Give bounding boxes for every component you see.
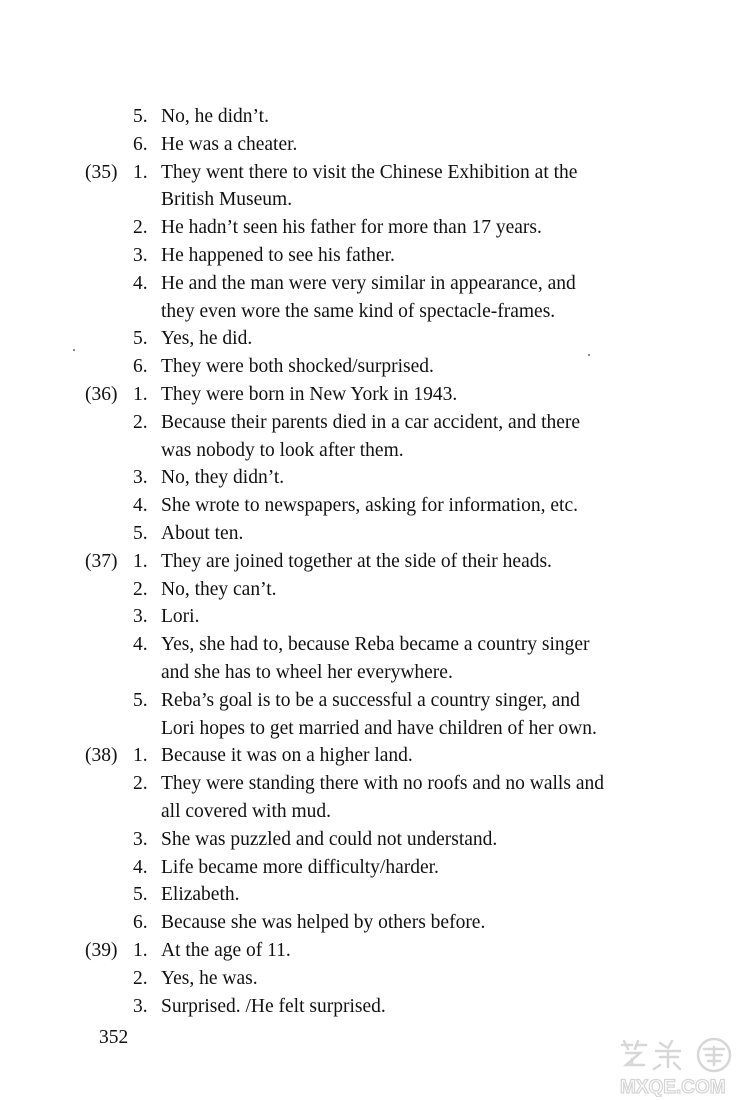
page-number: 352 (99, 1027, 129, 1048)
item-number: 2. (133, 578, 148, 600)
answer-list (0, 103, 750, 1020)
answer-text: He happened to see his father. (161, 244, 395, 266)
answer-line (0, 631, 750, 659)
answer-line (0, 742, 750, 770)
answer-text: Because she was helped by others before. (161, 912, 486, 934)
answer-text: He was a cheater. (161, 133, 298, 155)
answer-line (0, 298, 750, 326)
answer-text: they even wore the same kind of spectacle-frames. (161, 300, 556, 322)
answer-text: No, they can’t. (161, 578, 277, 600)
answer-line (0, 242, 750, 270)
question-number: (36) (85, 383, 118, 405)
question-number: (39) (85, 939, 118, 961)
answer-text: They were both shocked/surprised. (161, 356, 434, 378)
answer-line (0, 270, 750, 298)
answer-line (0, 325, 750, 353)
item-number: 5. (133, 328, 148, 350)
answer-group (0, 937, 750, 1020)
item-number: 5. (133, 884, 148, 906)
answer-line (0, 993, 750, 1021)
answer-text: all covered with mud. (161, 800, 332, 822)
item-number: 6. (133, 133, 148, 155)
answer-text: She wrote to newspapers, asking for information, etc. (161, 495, 578, 517)
answer-group (0, 381, 750, 548)
answer-group (0, 103, 750, 159)
answer-line (0, 131, 750, 159)
answer-text: They are joined together at the side of their heads. (161, 550, 552, 572)
question-number: (35) (85, 161, 118, 183)
scan-speck (588, 354, 590, 356)
answer-text: She was puzzled and could not understand. (161, 828, 498, 850)
item-number: 1. (133, 161, 148, 183)
answer-text: Because it was on a higher land. (161, 745, 413, 767)
answer-text: He and the man were very similar in appearance, and (161, 272, 576, 294)
answer-line (0, 770, 750, 798)
item-number: 2. (133, 773, 148, 795)
item-number: 2. (133, 967, 148, 989)
question-number: (38) (85, 745, 118, 767)
answer-text: and she has to wheel her everywhere. (161, 661, 453, 683)
answer-text: They were standing there with no roofs and no walls and (161, 773, 604, 795)
answer-line (0, 214, 750, 242)
item-number: 1. (133, 550, 148, 572)
item-number: 5. (133, 522, 148, 544)
answer-group (0, 548, 750, 743)
answer-line (0, 687, 750, 715)
answer-text: Life became more difficulty/harder. (161, 856, 439, 878)
answer-line (0, 464, 750, 492)
answer-line (0, 603, 750, 631)
answer-line (0, 492, 750, 520)
answer-text: Yes, he did. (161, 328, 253, 350)
item-number: 3. (133, 995, 148, 1017)
watermark-logo (616, 1037, 746, 1097)
answer-line (0, 409, 750, 437)
answer-line (0, 103, 750, 131)
answer-line (0, 659, 750, 687)
item-number: 4. (133, 856, 148, 878)
item-number: 1. (133, 939, 148, 961)
answer-line (0, 159, 750, 187)
answer-line (0, 909, 750, 937)
answer-text: Lori. (161, 606, 200, 628)
answer-line (0, 715, 750, 743)
item-number: 4. (133, 634, 148, 656)
answer-text: Because their parents died in a car accident, and there (161, 411, 581, 433)
answer-line (0, 437, 750, 465)
answer-text: No, he didn’t. (161, 106, 269, 127)
answer-text: Lori hopes to get married and have children of her own. (161, 717, 597, 739)
answer-line (0, 548, 750, 576)
answer-text: Yes, he was. (161, 967, 258, 989)
answer-line (0, 937, 750, 965)
item-number: 3. (133, 467, 148, 489)
item-number: 1. (133, 383, 148, 405)
answer-line (0, 854, 750, 882)
answer-line (0, 826, 750, 854)
answer-text: He hadn’t seen his father for more than 17 years. (161, 217, 542, 239)
answer-text: was nobody to look after them. (161, 439, 404, 461)
answer-text: Yes, she had to, because Reba became a country singer (161, 634, 590, 656)
answer-text: They were born in New York in 1943. (161, 383, 458, 405)
item-number: 6. (133, 356, 148, 378)
item-number: 4. (133, 495, 148, 517)
item-number: 4. (133, 272, 148, 294)
answer-line (0, 353, 750, 381)
item-number: 6. (133, 912, 148, 934)
answer-line (0, 576, 750, 604)
watermark-text: MXQE.COM (620, 1077, 726, 1097)
answer-line (0, 881, 750, 909)
answer-line (0, 520, 750, 548)
item-number: 1. (133, 745, 148, 767)
answer-text: About ten. (161, 522, 244, 544)
answer-line (0, 381, 750, 409)
answer-group (0, 159, 750, 381)
answer-text: Surprised. /He felt surprised. (161, 995, 386, 1017)
item-number: 3. (133, 828, 148, 850)
item-number: 5. (133, 106, 148, 127)
item-number: 2. (133, 217, 148, 239)
answer-text: Reba’s goal is to be a successful a country singer, and (161, 689, 580, 711)
item-number: 3. (133, 244, 148, 266)
answer-text: At the age of 11. (161, 939, 291, 961)
answer-line (0, 798, 750, 826)
answer-text: British Museum. (161, 189, 293, 211)
answer-text: Elizabeth. (161, 884, 240, 906)
answer-text: No, they didn’t. (161, 467, 285, 489)
answer-group (0, 742, 750, 937)
scan-speck (73, 349, 75, 351)
answer-text: They went there to visit the Chinese Exhibition at the (161, 161, 578, 183)
question-number: (37) (85, 550, 118, 572)
item-number: 2. (133, 411, 148, 433)
answer-line (0, 186, 750, 214)
item-number: 5. (133, 689, 148, 711)
answer-line (0, 965, 750, 993)
item-number: 3. (133, 606, 148, 628)
